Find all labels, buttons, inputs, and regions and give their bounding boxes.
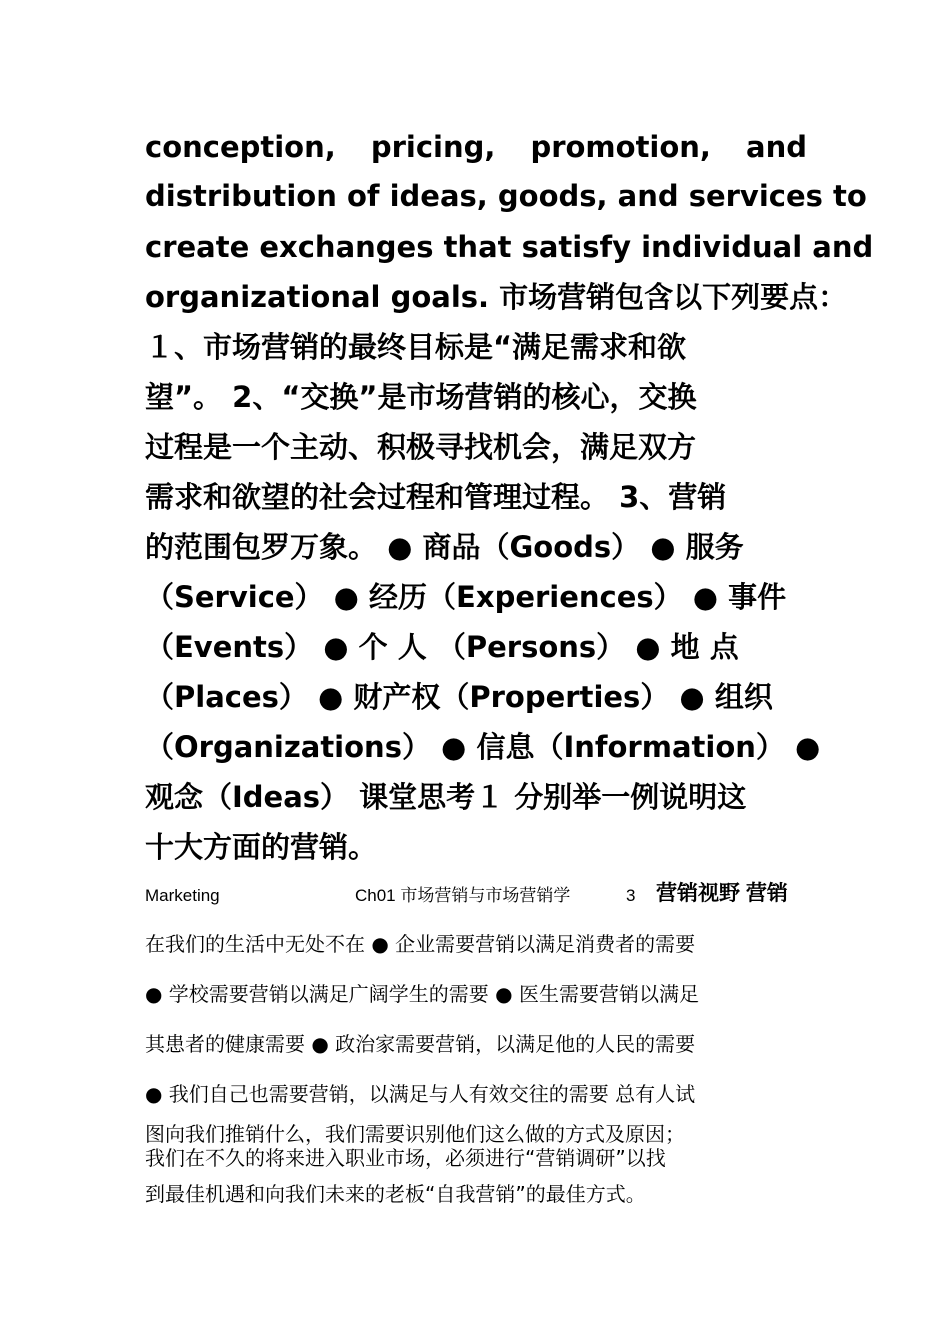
- small-text-line: 我们在不久的将来进入职业市场，必须进行“营销调研”以找: [145, 1146, 666, 1170]
- body-line: organizational goals. 市场营销包含以下列要点：: [145, 280, 848, 314]
- small-text-line: 其患者的健康需要 ● 政治家需要营销，以满足他的人民的需要: [145, 1032, 696, 1056]
- body-line: conception, pricing, promotion, and: [145, 130, 807, 164]
- body-line: 的范围包罗万象。 ● 商品（Goods） ● 服务: [145, 530, 744, 564]
- body-line: 望”。 2、“交换”是市场营销的核心，交换: [145, 380, 697, 414]
- body-line: （Events） ● 个 人 （Persons） ● 地 点: [145, 630, 739, 664]
- body-line: 需求和欲望的社会过程和管理过程。 3、营销: [145, 480, 727, 514]
- footer-marketing-label: Marketing: [145, 886, 220, 905]
- small-text-line: 在我们的生活中无处不在 ● 企业需要营销以满足消费者的需要: [145, 932, 696, 956]
- small-text-line: ● 我们自己也需要营销，以满足与人有效交往的需要 总有人试: [145, 1082, 696, 1106]
- body-line: 过程是一个主动、积极寻找机会，满足双方: [145, 430, 697, 464]
- body-line: １、市场营销的最终目标是“满足需求和欲: [145, 330, 687, 364]
- section-heading: 营销视野 营销: [656, 882, 788, 905]
- footer-page-number: 3: [626, 886, 636, 905]
- small-text-line: 图向我们推销什么，我们需要识别他们这么做的方式及原因；: [145, 1122, 685, 1146]
- body-line: （Organizations） ● 信息（Information） ●: [145, 730, 821, 764]
- footer-chapter-label: Ch01 市场营销与市场营销学: [355, 886, 571, 905]
- body-line: 十大方面的营销。: [145, 830, 378, 864]
- body-line: 观念（Ideas） 课堂思考１ 分别举一例说明这: [145, 780, 747, 814]
- body-line: （Service） ● 经历（Experiences） ● 事件: [145, 580, 787, 614]
- body-line: （Places） ● 财产权（Properties） ● 组织: [145, 680, 773, 714]
- body-line: distribution of ideas, goods, and services to: [145, 179, 867, 213]
- body-line: create exchanges that satisfy individual and: [145, 230, 874, 264]
- small-text-line: 到最佳机遇和向我们未来的老板“自我营销”的最佳方式。: [145, 1182, 646, 1206]
- small-text-line: ● 学校需要营销以满足广阔学生的需要 ● 医生需要营销以满足: [145, 982, 699, 1006]
